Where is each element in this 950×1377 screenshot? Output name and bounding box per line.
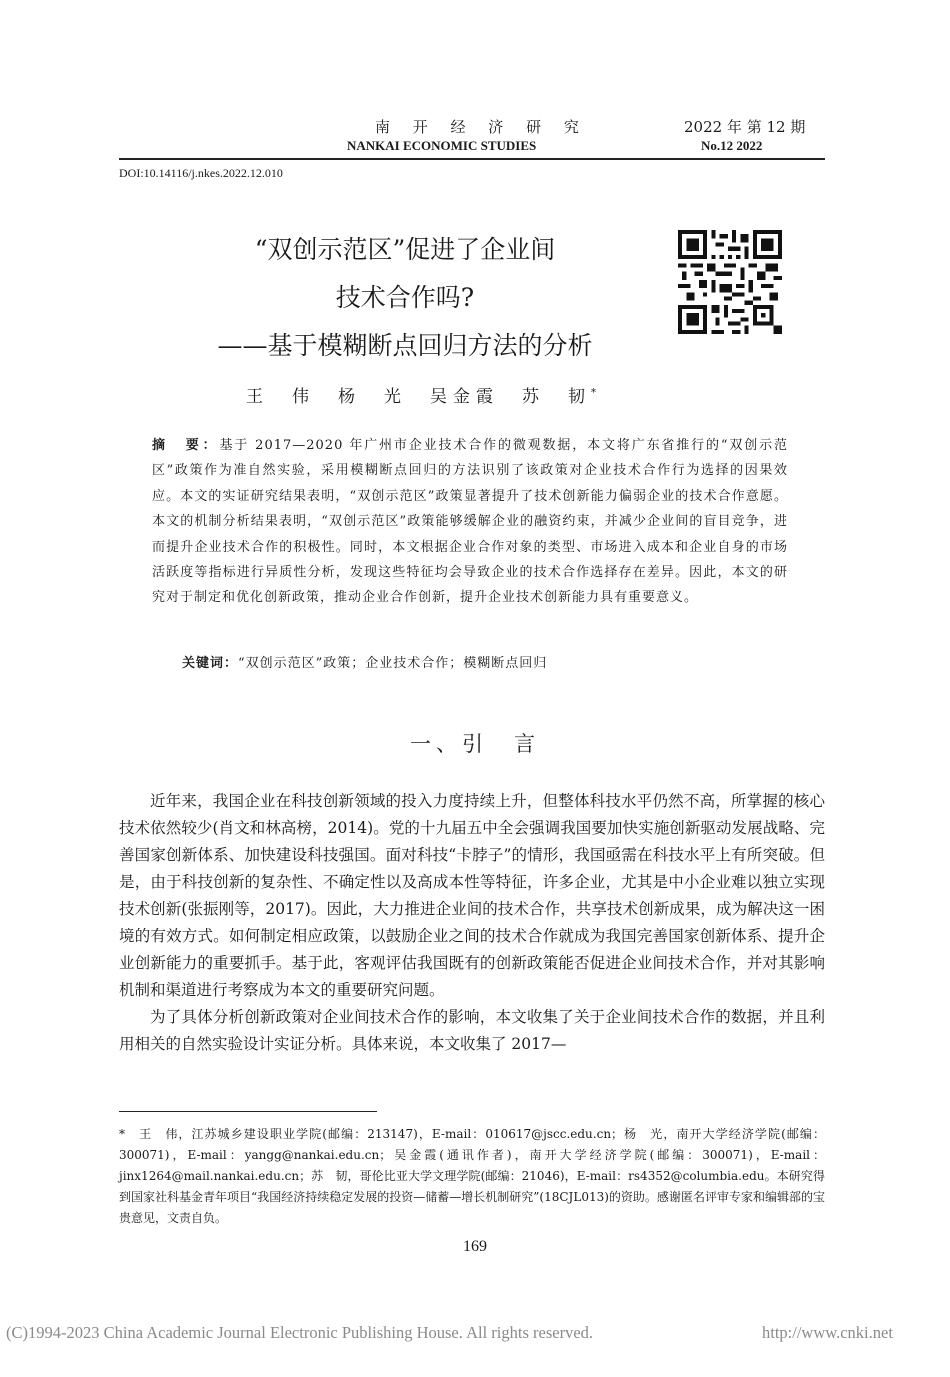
article-title-line2: 技术合作吗?	[335, 283, 475, 312]
author-list	[246, 382, 596, 407]
page-number: 169	[463, 1238, 487, 1255]
journal-name-en: NANKAI ECONOMIC STUDIES	[347, 138, 537, 153]
paragraph-1: 近年来，我国企业在科技创新领域的投入力度持续上升，但整体科技水平仍然不高，所掌握的核心技术依然较少(肖文和林高榜，2014)。党的十九届五中全会强调我国要加快实施创新驱动发展战略、完善国家创新体系、加快建设科技强国。面对科技“卡脖子”的情形，我国亟需在科技水平上有所突破。但是，由于科技创新的复杂性、不确定性以及高成本性等特征，许多企业，尤其是中小企业难以独立实现技术创新(张振刚等，2017)。因此，大力推进企业间的技术合作，共享技术创新成果，成为解决这一困境的有效方式。如何制定相应政策，以鼓励企业之间的技术合作就成为我国完善国家创新体系、提升企业创新能力的重要抓手。基于此，客观评估我国既有的创新政策能否促进企业间技术合作，并对其影响机制和渠道进行考察成为本文的重要研究问题。	[119, 792, 825, 999]
author-footnote-mark[interactable]: *	[591, 387, 596, 399]
abstract	[152, 433, 788, 611]
paragraph-2: 为了具体分析创新政策对企业间技术合作的影响，本文收集了关于企业间技术合作的数据，并且利用相关的自然实验设计实证分析。具体来说，本文收集了 2017—	[119, 1008, 825, 1053]
journal-name-cn: 南 开 经 济 研 究	[375, 118, 588, 136]
header-rule	[119, 158, 825, 160]
issue-label-en: No.12 2022	[701, 138, 763, 153]
article-title-line1: “双创示范区”促进了企业间	[254, 235, 556, 264]
copyright-watermark: (C)1994-2023 China Academic Journal Electronic Publishing House. All rights reserved.	[6, 1323, 594, 1342]
qr-code-icon[interactable]	[678, 230, 782, 334]
keywords-label: 关键词：	[182, 656, 239, 671]
footnote-rule	[119, 1111, 377, 1112]
article-subtitle: ——基于模糊断点回归方法的分析	[217, 331, 593, 360]
keywords	[182, 652, 792, 671]
author-names: 王 伟 杨 光 吴金霞 苏 韧	[246, 387, 591, 407]
author-footnote: * 王 伟，江苏城乡建设职业学院(邮编：213147)，E-mail：010617@jscc.edu.cn；杨 光，南开大学经济学院(邮编：300071)，E-mail：yangg@nankai.edu.cn；吴金霞(通讯作者)，南开大学经济学院(邮编：300071)，E-mail：jinx1264@mail.nankai.edu.cn；苏 韧，哥伦比亚大学文理学院(邮编：21046)，E-mail：rs4352@columbia.edu。本研究得到国家社科基金青年项目“我国经济持续稳定发展的投资—储蓄—增长机制研究”(18CJL013)的资助。感谢匿名评审专家和编辑部的宝贵意见，文责自负。	[119, 1127, 825, 1225]
keywords-text: “双创示范区”政策；企业技术合作；模糊断点回归	[238, 656, 548, 671]
cnki-link[interactable]: http://www.cnki.net	[762, 1323, 893, 1342]
doi[interactable]: DOI:10.14116/j.nkes.2022.12.010	[119, 166, 283, 180]
abstract-text: 基于 2017—2020 年广州市企业技术合作的微观数据，本文将广东省推行的“双创示范区”政策作为准自然实验，采用模糊断点回归的方法识别了该政策对企业技术合作行为选择的因果效应。本文的实证研究结果表明，“双创示范区”政策显著提升了技术创新能力偏弱企业的技术合作意愿。本文的机制分析结果表明，“双创示范区”政策能够缓解企业的融资约束，并减少企业间的盲目竞争，进而提升企业技术合作的积极性。同时，本文根据企业合作对象的类型、市场进入成本和企业自身的市场活跃度等指标进行异质性分析，发现这些特征均会导致企业的技术合作选择存在差异。因此，本文的研究对于制定和优化创新政策，推动企业合作创新，提升企业技术创新能力具有重要意义。	[152, 438, 788, 606]
body-text	[119, 788, 825, 1058]
abstract-label: 摘 要：	[152, 438, 220, 453]
section-heading: 一、引 言	[410, 732, 540, 756]
issue-label-cn: 2022 年 第 12 期	[684, 118, 806, 136]
